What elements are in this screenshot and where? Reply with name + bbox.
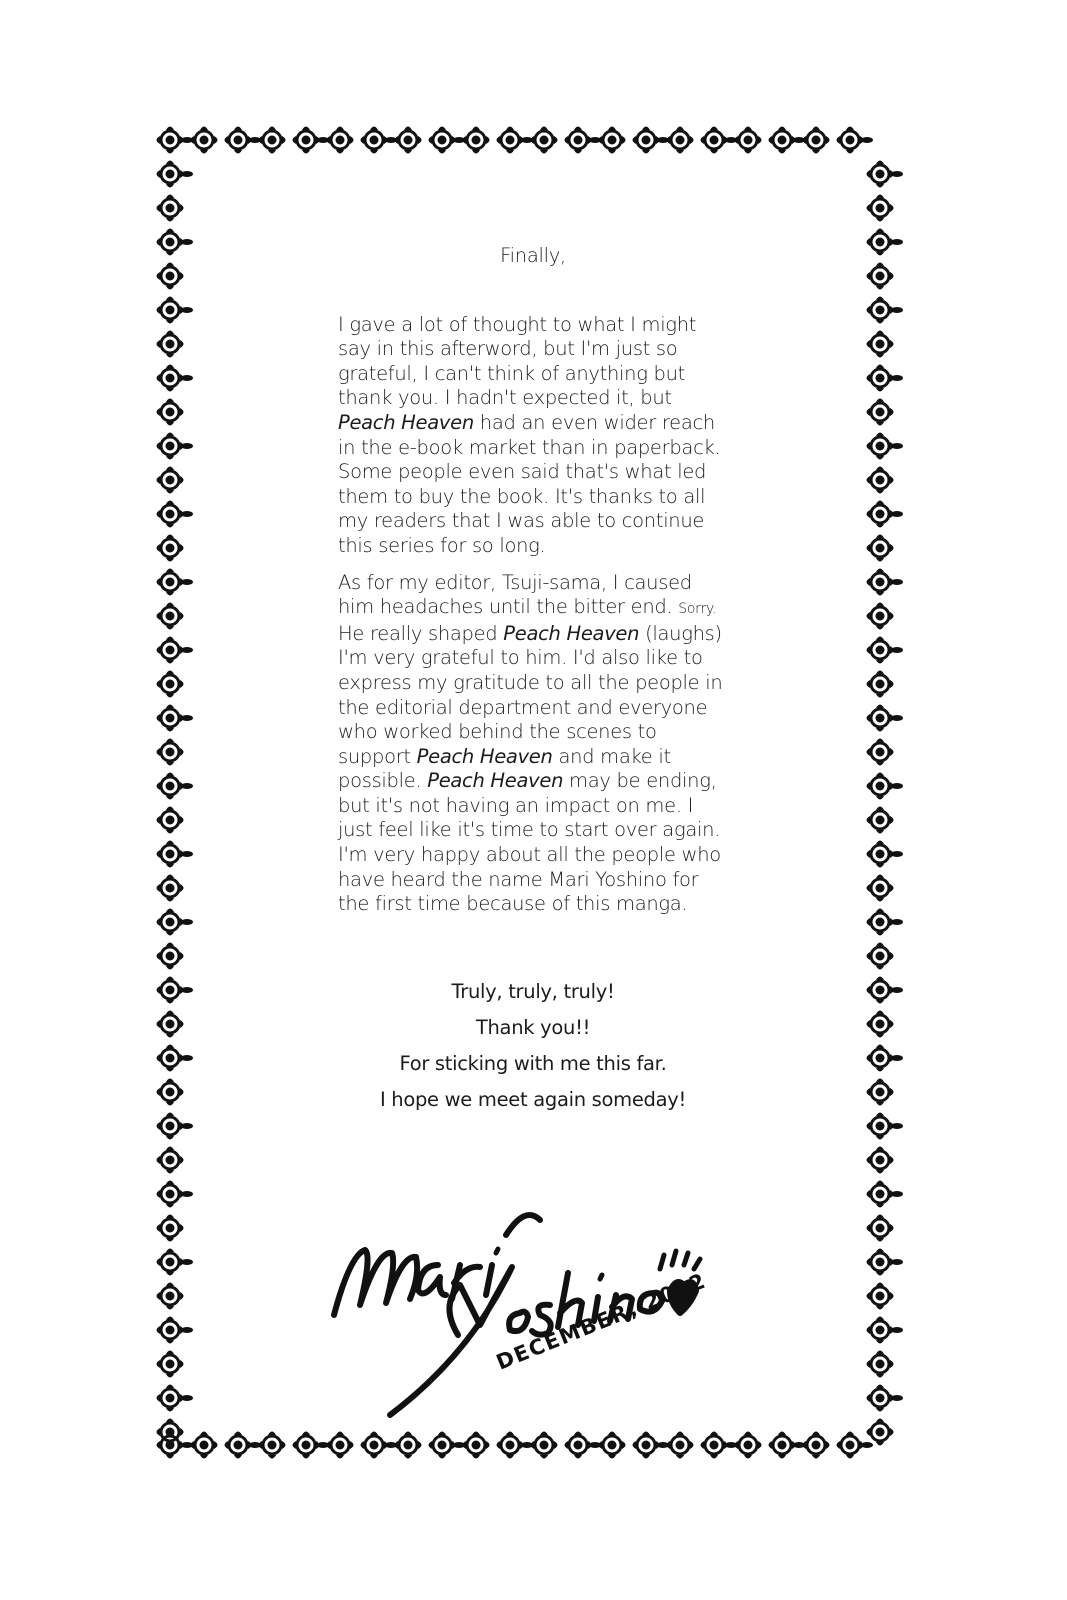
border-flower (867, 433, 894, 460)
closing-lines (338, 974, 728, 1118)
border-flower (867, 1045, 894, 1072)
border-flower (157, 1283, 184, 1310)
border-flower (867, 501, 894, 528)
border-leaf (891, 171, 903, 177)
border-leaf (181, 987, 193, 993)
border-flower (361, 127, 388, 154)
p2-aside: Sorry. (678, 601, 717, 618)
border-leaf (891, 851, 903, 857)
border-flower (867, 195, 894, 222)
border-flower (259, 1432, 286, 1459)
border-flower (157, 535, 184, 562)
border-flower (361, 1432, 388, 1459)
author-signature (320, 1195, 720, 1435)
border-flower (327, 1432, 354, 1459)
p2-text-d: and make it possible. (338, 744, 671, 793)
border-leaf (181, 1259, 193, 1265)
letter-paragraph-1 (338, 313, 728, 559)
p1-title: Peach Heaven (338, 410, 474, 434)
border-flower (867, 535, 894, 562)
p2-title-3: Peach Heaven (427, 769, 564, 793)
border-flower (157, 841, 184, 868)
border-flower (157, 1147, 184, 1174)
border-leaf (891, 1123, 903, 1129)
border-flower (157, 263, 184, 290)
border-flower (769, 1432, 796, 1459)
border-flower (867, 1147, 894, 1174)
border-flower (867, 909, 894, 936)
border-flower (157, 1079, 184, 1106)
border-flower (191, 127, 218, 154)
border-flower (867, 739, 894, 766)
border-leaf (181, 375, 193, 381)
border-flower (157, 1385, 184, 1412)
border-flower (867, 229, 894, 256)
border-flower (867, 637, 894, 664)
border-flower (157, 297, 184, 324)
border-leaf (891, 919, 903, 925)
border-flower (867, 399, 894, 426)
border-flower (701, 127, 728, 154)
border-leaf (891, 1395, 903, 1401)
border-flower (463, 1432, 490, 1459)
border-flower (157, 1351, 184, 1378)
border-flower (497, 1432, 524, 1459)
border-leaf (891, 783, 903, 789)
border-flower (867, 773, 894, 800)
border-flower (157, 433, 184, 460)
border-flower (259, 127, 286, 154)
border-leaf (181, 851, 193, 857)
p1-text-a: I gave a lot of thought to what I might say in this afterword, but I'm just so grateful, I can't think of anything but thank you. I hadn't expected it, but (338, 312, 697, 410)
p2-text-c: (laughs) I'm very grateful to him. I'd also like to express my gratitude to all the people in the editorial department and everyone who worked behind the scenes to support (338, 621, 723, 768)
border-flower (157, 603, 184, 630)
border-flower (157, 161, 184, 188)
border-flower (395, 127, 422, 154)
border-flower (531, 1432, 558, 1459)
border-leaf (181, 443, 193, 449)
border-flower (867, 1419, 894, 1446)
border-leaf (891, 647, 903, 653)
border-flower (157, 1249, 184, 1276)
border-leaf (891, 1327, 903, 1333)
border-leaf (891, 375, 903, 381)
border-flower (867, 875, 894, 902)
letter-paragraph-2 (338, 571, 728, 917)
signature-date: DECEMBER, 2012 (492, 1268, 710, 1375)
border-leaf (181, 783, 193, 789)
border-flower (667, 127, 694, 154)
p2-text-a: As for my editor, Tsuji-sama, I caused him headaches until the bitter end. (338, 570, 692, 619)
border-flower (531, 127, 558, 154)
border-flower (497, 127, 524, 154)
border-flower (867, 1351, 894, 1378)
border-flower (867, 1079, 894, 1106)
border-flower (837, 127, 864, 154)
border-flower (157, 1045, 184, 1072)
closing-line-3: For sticking with me this far. (399, 1052, 667, 1075)
border-flower (225, 127, 252, 154)
border-flower (803, 1432, 830, 1459)
border-flower (867, 263, 894, 290)
border-leaf (891, 579, 903, 585)
border-leaf (891, 1191, 903, 1197)
border-flower (769, 127, 796, 154)
border-flower (599, 127, 626, 154)
border-leaf (181, 1327, 193, 1333)
border-flower (867, 1283, 894, 1310)
border-flower (867, 943, 894, 970)
p1-text-b: had an even wider reach in the e-book market than in paperback. Some people even said that's what led them to buy the book. It's thanks to all my readers that I was able to continue this series for so long. (338, 410, 721, 557)
border-flower (157, 365, 184, 392)
border-flower (395, 1432, 422, 1459)
border-flower (157, 1181, 184, 1208)
border-flower (157, 637, 184, 664)
border-flower (867, 161, 894, 188)
letter-greeting: Finally, (500, 244, 566, 267)
border-flower (191, 1432, 218, 1459)
border-leaf (181, 1191, 193, 1197)
border-flower (633, 1432, 660, 1459)
border-leaf (181, 1395, 193, 1401)
border-flower (735, 1432, 762, 1459)
border-flower (157, 195, 184, 222)
border-flower (225, 1432, 252, 1459)
border-flower (701, 1432, 728, 1459)
border-flower (157, 671, 184, 698)
border-leaf (891, 443, 903, 449)
border-flower (867, 1113, 894, 1140)
border-flower (867, 365, 894, 392)
p2-title-2: Peach Heaven (416, 744, 553, 768)
border-flower (867, 807, 894, 834)
afterword-letter (338, 244, 728, 929)
border-leaf (181, 307, 193, 313)
p2-title-1: Peach Heaven (503, 621, 640, 645)
border-flower (157, 1215, 184, 1242)
closing-line-1: Truly, truly, truly! (451, 980, 615, 1003)
border-leaf (181, 511, 193, 517)
border-flower (157, 977, 184, 1004)
border-flower (157, 875, 184, 902)
border-leaf (861, 137, 873, 143)
closing-line-2: Thank you!! (475, 1016, 591, 1039)
border-flower (157, 773, 184, 800)
border-flower (565, 1432, 592, 1459)
border-flower (735, 127, 762, 154)
border-flower (803, 127, 830, 154)
border-flower (157, 331, 184, 358)
border-flower (565, 127, 592, 154)
border-flower (867, 1249, 894, 1276)
border-leaf (181, 1055, 193, 1061)
border-leaf (181, 715, 193, 721)
border-leaf (181, 1123, 193, 1129)
border-flower (867, 603, 894, 630)
border-flower (157, 467, 184, 494)
border-flower (599, 1432, 626, 1459)
border-flower (157, 229, 184, 256)
p2-text-b: He really shaped (338, 621, 504, 645)
border-flower (429, 127, 456, 154)
border-flower (867, 841, 894, 868)
border-flower (157, 705, 184, 732)
border-flower (867, 1215, 894, 1242)
border-flower (157, 501, 184, 528)
closing-line-4: I hope we meet again someday! (379, 1088, 687, 1111)
border-flower (867, 977, 894, 1004)
border-leaf (891, 987, 903, 993)
border-flower (157, 1113, 184, 1140)
border-flower (867, 297, 894, 324)
border-leaf (181, 579, 193, 585)
border-flower (157, 739, 184, 766)
border-flower (157, 943, 184, 970)
border-flower (867, 1385, 894, 1412)
border-leaf (891, 511, 903, 517)
border-flower (867, 467, 894, 494)
border-flower (327, 127, 354, 154)
border-flower (157, 909, 184, 936)
border-flower (157, 569, 184, 596)
border-flower (429, 1432, 456, 1459)
border-flower (633, 127, 660, 154)
p2-text-e: may be ending, but it's not having an impact on me. I just feel like it's time to start over again. I'm very happy about all the people who have heard the name Mari Yoshino for the first time because of this manga. (338, 769, 721, 916)
border-flower (293, 1432, 320, 1459)
border-flower (157, 1011, 184, 1038)
border-leaf (891, 1055, 903, 1061)
border-flower (867, 331, 894, 358)
border-flower (867, 1011, 894, 1038)
border-flower (157, 399, 184, 426)
border-flower (867, 671, 894, 698)
border-flower (157, 807, 184, 834)
border-flower (867, 1317, 894, 1344)
border-flower (867, 705, 894, 732)
border-leaf (861, 1442, 873, 1448)
border-leaf (891, 715, 903, 721)
border-flower (157, 1317, 184, 1344)
border-flower (867, 569, 894, 596)
border-flower (157, 127, 184, 154)
border-leaf (181, 239, 193, 245)
border-leaf (891, 239, 903, 245)
border-leaf (891, 307, 903, 313)
border-leaf (181, 171, 193, 177)
border-leaf (181, 919, 193, 925)
border-leaf (891, 1259, 903, 1265)
border-flower (293, 127, 320, 154)
border-leaf (181, 647, 193, 653)
border-flower (463, 127, 490, 154)
border-flower (667, 1432, 694, 1459)
border-flower (837, 1432, 864, 1459)
border-flower (867, 1181, 894, 1208)
